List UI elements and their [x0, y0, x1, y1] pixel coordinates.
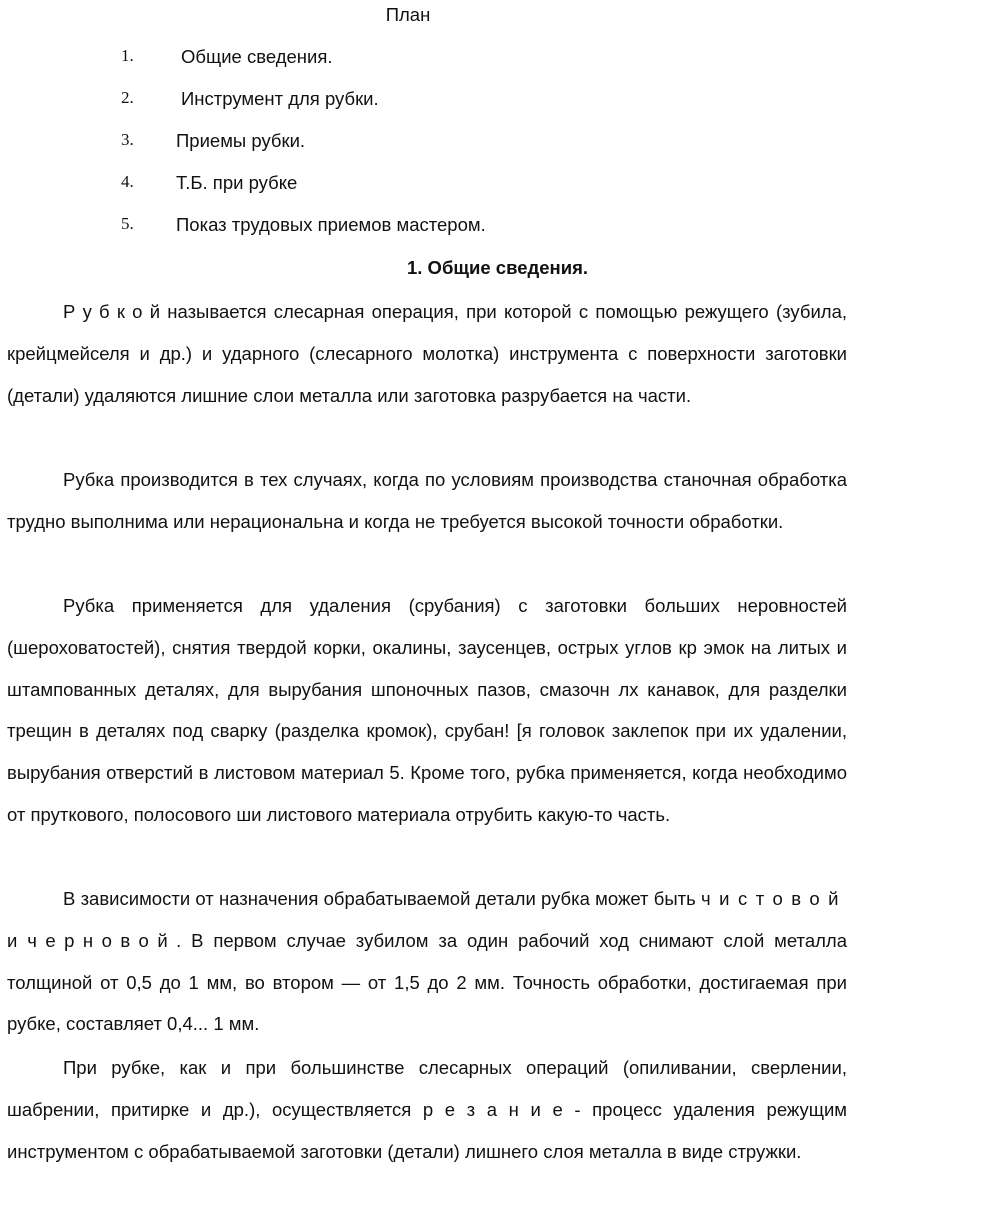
paragraph-text: В зависимости от назначения обрабатываемой детали рубка может быть	[63, 888, 701, 909]
paragraph-definition	[7, 291, 847, 416]
paragraph-text: . В первом случае зубилом за один рабочий ход снимают слой металла толщиной от 0,5 до 1 мм, во втором — от 1,5 до 2 мм. Точность обработки, достигаемая при рубке, составляет 0,4... 1 мм.	[7, 929, 847, 1035]
page-title: План	[385, 4, 431, 25]
term-cutting: р е з а н и е	[422, 1098, 563, 1120]
term-clean: чистовой	[700, 888, 847, 909]
term-rubka: Р у б к о й	[63, 301, 161, 322]
plan-item-number: 4.	[121, 172, 134, 191]
paragraph-text: называется слесарная операция, при которой с помощью режущего (зубила, крейцмейселя и др.) и ударного (слесарного молотка) инструмента с поверхности заготовки (детали) удаляются лишние слои металла или заготовка разрубается на части.	[7, 301, 847, 406]
paragraph-text: При рубке, как и при большинстве слесарных операций (опиливании, сверлении, шабрении, притирке и др.), осуществляется	[7, 1057, 847, 1120]
paragraph-usage-conditions: Рубка производится в тех случаях, когда по условиям производства станочная обработка трудно выполнима или нерациональна и когда не требуется высокой точности обработки.	[7, 469, 847, 532]
plan-item-text: Общие сведения.	[181, 46, 333, 67]
plan-item-number: 2.	[121, 88, 134, 107]
term-rough: черновой	[27, 929, 177, 951]
plan-item-text: Инструмент для рубки.	[181, 88, 379, 109]
paragraph-types	[7, 878, 847, 1045]
plan-item-text: Приемы рубки.	[176, 130, 306, 151]
paragraph-text: - процесс удаления режущим инструментом с обрабатываемой заготовки (детали) лишнего слоя металла в виде стружки.	[7, 1098, 848, 1162]
paragraph-applications: Рубка применяется для удаления (срубания) с заготовки больших неровностей (шероховатостей), снятия твердой корки, окалины, заусенцев, острых углов кр эмок на литых и штампованных деталях, для вырубания шпоночных пазов, смазочн лх канавок, для разделки трещин в деталях под сварку (разделка кромок), срубан! [я головок заклепок при их удалении, вырубания отверстий в листовом материал 5. Кроме того, рубка применяется, когда необходимо от пруткового, полосового ши листового материала отрубить какую-то часть.	[7, 595, 847, 825]
plan-item-number: 5.	[121, 214, 134, 233]
plan-item-number: 1.	[121, 46, 134, 65]
plan-item-text: Т.Б. при рубке	[176, 172, 298, 193]
paragraph-cutting	[7, 1047, 847, 1172]
plan-item-text: Показ трудовых приемов мастером.	[176, 214, 486, 235]
paragraph-text: и	[7, 929, 28, 951]
section-heading: 1. Общие сведения.	[406, 257, 589, 278]
plan-item-number: 3.	[121, 130, 134, 149]
